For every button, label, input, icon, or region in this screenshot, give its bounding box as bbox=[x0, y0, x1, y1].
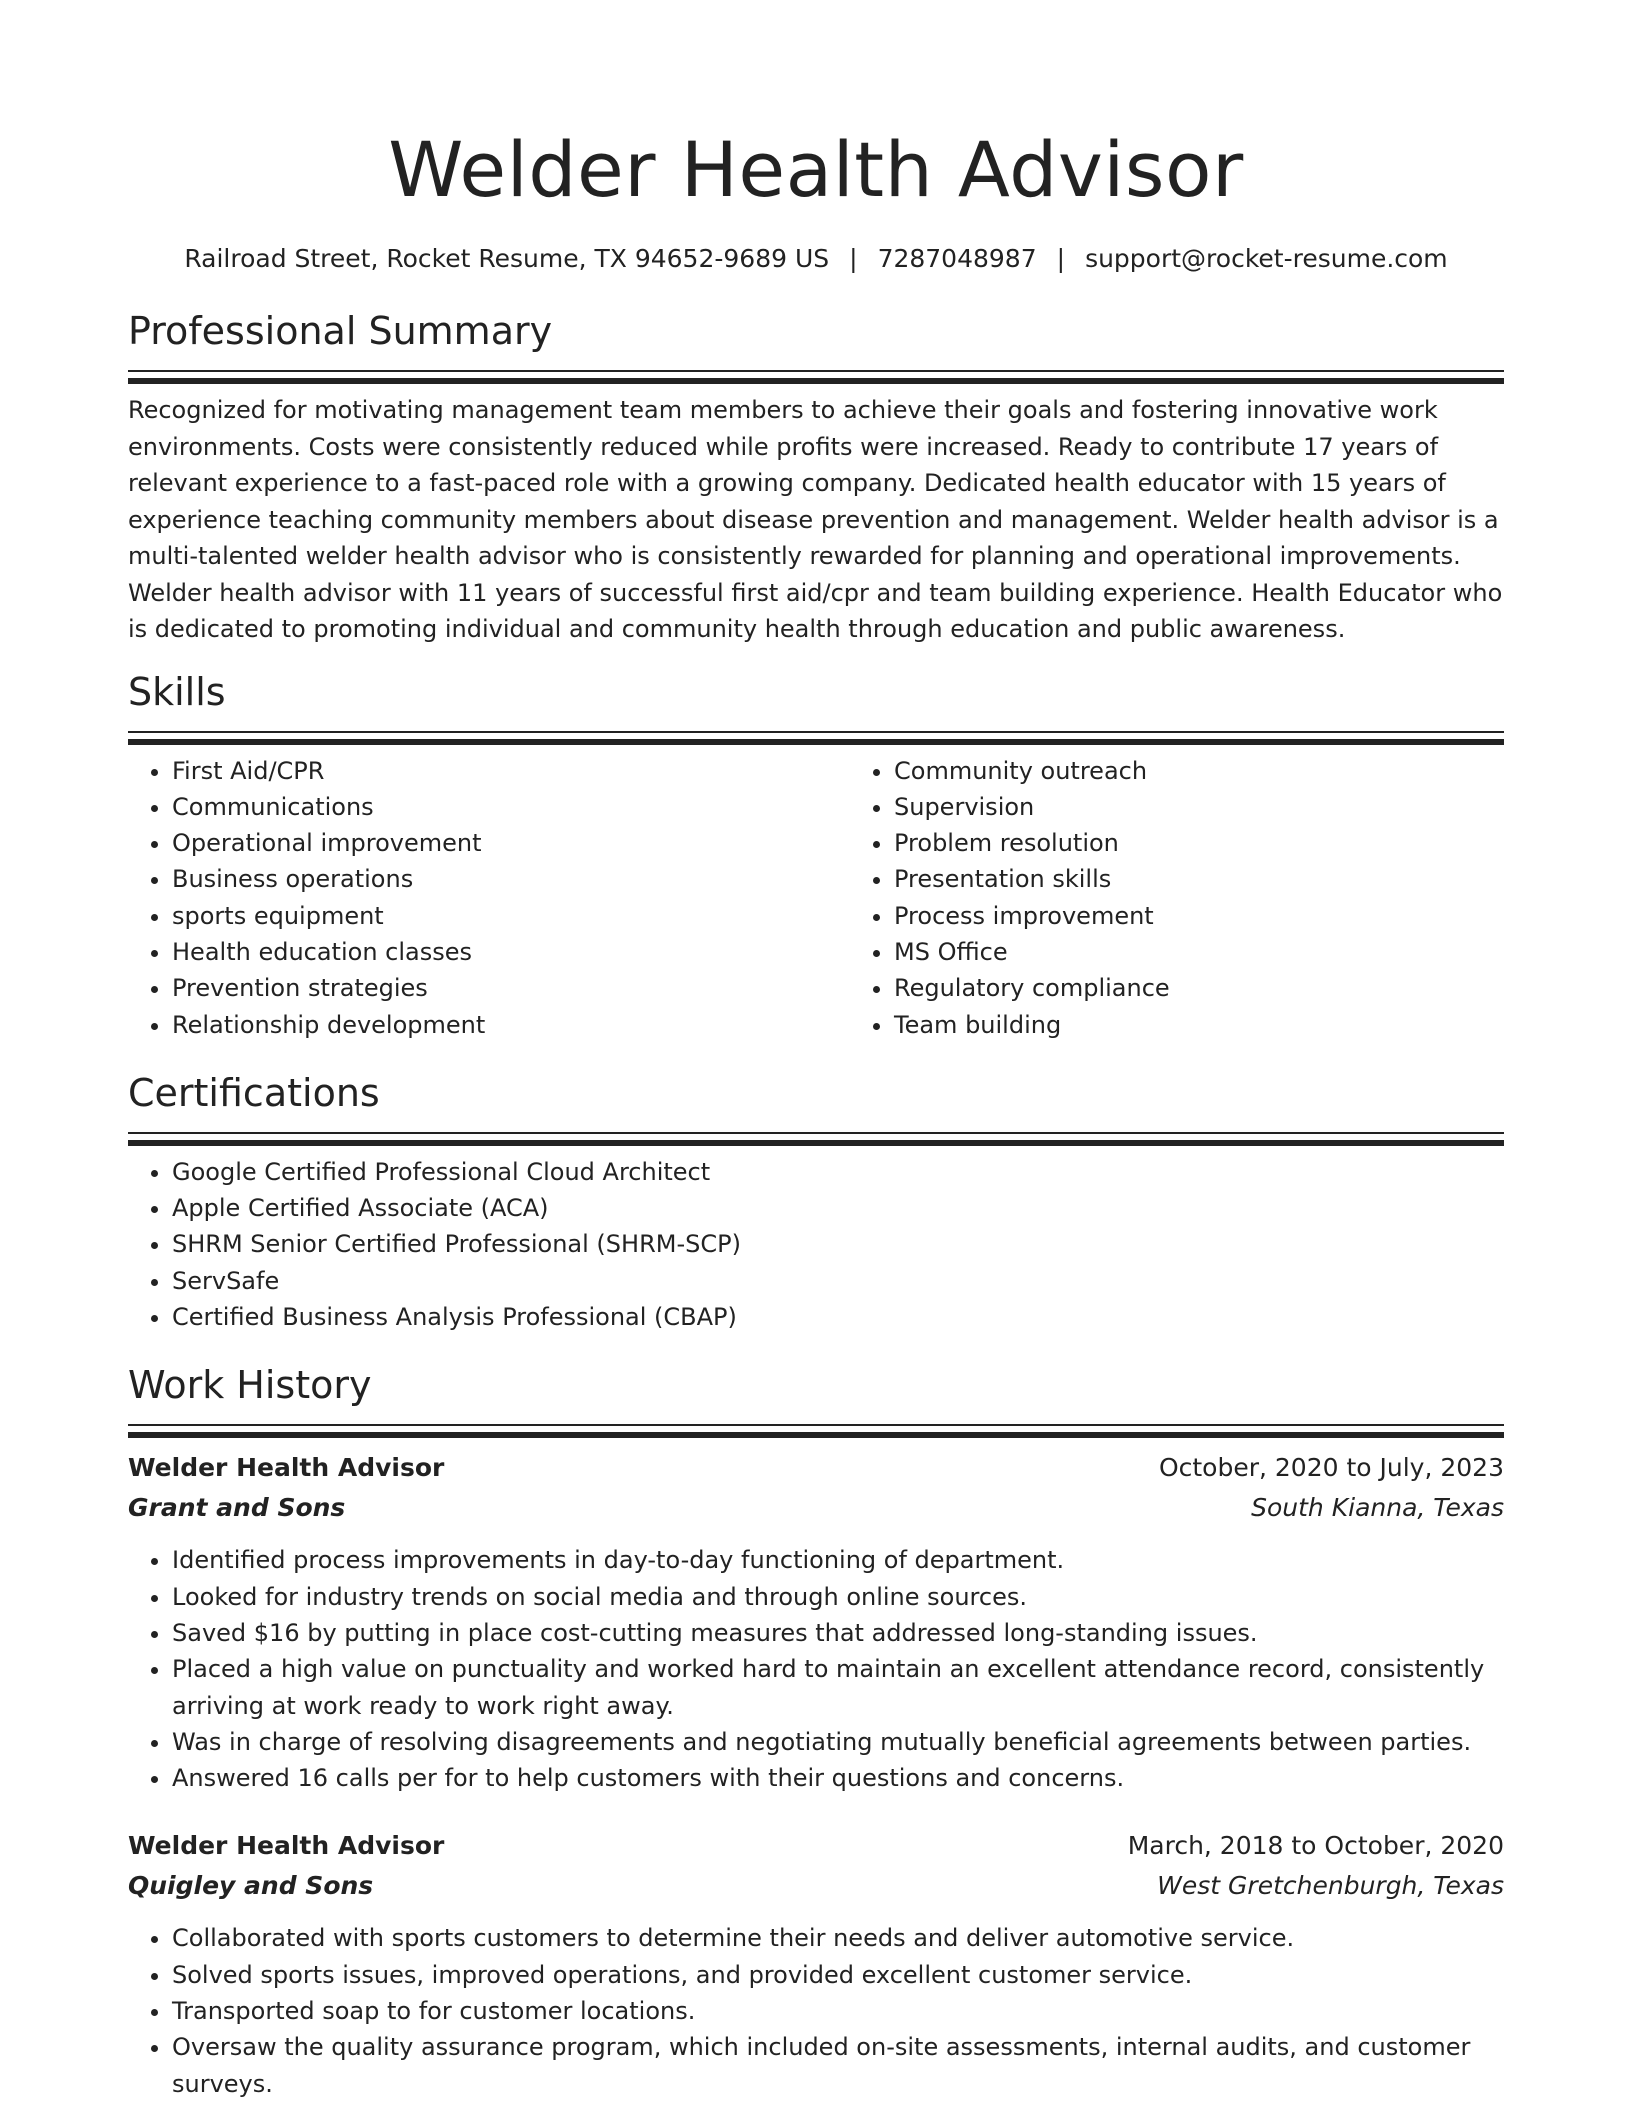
section-divider bbox=[128, 370, 1504, 382]
job-header-row bbox=[128, 1826, 1504, 1866]
skill-item: • Relationship development bbox=[172, 1007, 850, 1043]
job-title: Welder Health Advisor bbox=[128, 1831, 445, 1861]
skill-item: • Business operations bbox=[172, 861, 850, 897]
skills-list-right bbox=[850, 753, 1572, 1043]
job-header-row bbox=[128, 1448, 1504, 1488]
certification-item: • Apple Certified Associate (ACA) bbox=[172, 1190, 1504, 1226]
skill-item: • Regulatory compliance bbox=[894, 970, 1572, 1006]
skill-item: • sports equipment bbox=[172, 898, 850, 934]
certification-item: • SHRM Senior Certified Professional (SHRM-SCP) bbox=[172, 1226, 1504, 1262]
certification-item: • Google Certified Professional Cloud Architect bbox=[172, 1154, 1504, 1190]
certification-item: • Certified Business Analysis Professional (CBAP) bbox=[172, 1299, 1504, 1335]
job-duty: • Placed a high value on punctuality and worked hard to maintain an excellent attendance record, consistently arriving at work ready to work right away. bbox=[172, 1651, 1504, 1724]
job-duty: • Transported soap to for customer locations. bbox=[172, 1993, 1504, 2029]
skill-item: • First Aid/CPR bbox=[172, 753, 850, 789]
job-dates: March, 2018 to October, 2020 bbox=[1127, 1831, 1504, 1861]
contact-separator: | bbox=[849, 244, 858, 273]
job-duty: • Was in charge of resolving disagreements and negotiating mutually beneficial agreements between parties. bbox=[172, 1724, 1504, 1760]
section-divider bbox=[128, 731, 1504, 743]
certification-item: • ServSafe bbox=[172, 1263, 1504, 1299]
work-history-section bbox=[128, 1360, 1504, 2102]
skill-item: • Process improvement bbox=[894, 898, 1572, 934]
contact-phone: 7287048987 bbox=[877, 244, 1037, 273]
job-duty: • Oversaw the quality assurance program, which included on-site assessments, internal audits, and customer surveys. bbox=[172, 2029, 1504, 2102]
job-duties-list bbox=[128, 1542, 1504, 1796]
skills-list-left bbox=[128, 753, 850, 1043]
certifications-list bbox=[128, 1154, 1504, 1335]
skill-item: • Prevention strategies bbox=[172, 970, 850, 1006]
summary-section bbox=[128, 306, 1504, 648]
contact-separator: | bbox=[1056, 244, 1066, 273]
contact-email: support@rocket-resume.com bbox=[1085, 244, 1448, 273]
job-title: Welder Health Advisor bbox=[128, 1453, 445, 1483]
job-company-row bbox=[128, 1488, 1504, 1528]
certifications-section bbox=[128, 1068, 1504, 1335]
job-duty: • Saved $16 by putting in place cost-cutting measures that addressed long-standing issues. bbox=[172, 1615, 1504, 1651]
job-duty: • Identified process improvements in day-to-day functioning of department. bbox=[172, 1542, 1504, 1578]
job-duties-list bbox=[128, 1920, 1504, 2101]
job-location: South Kianna, Texas bbox=[1251, 1493, 1504, 1523]
summary-text: Recognized for motivating management team members to achieve their goals and fostering innovative work environments. Costs were consistently reduced while profits were increased. Ready to contribute 17 years of relevant experience to a fast-paced role with a growing company. Dedicated health educator with 15 years of experience teaching community members about disease prevention and management. Welder health advisor is a multi-talented welder health advisor who is consistently rewarded for planning and operational improvements. Welder health advisor with 11 years of successful first aid/cpr and team building experience. Health Educator who is dedicated to promoting individual and community health through education and public awareness. bbox=[128, 396, 1503, 643]
section-title-certifications: Certifications bbox=[128, 1070, 380, 1115]
skill-item: • Problem resolution bbox=[894, 825, 1572, 861]
contact-line bbox=[128, 242, 1504, 276]
skill-item: • Community outreach bbox=[894, 753, 1572, 789]
skill-item: • Supervision bbox=[894, 789, 1572, 825]
skill-item: • Presentation skills bbox=[894, 861, 1572, 897]
section-title-summary: Professional Summary bbox=[128, 309, 553, 353]
job-dates: October, 2020 to July, 2023 bbox=[1158, 1453, 1504, 1483]
skill-item: • Operational improvement bbox=[172, 825, 850, 861]
job-company: Quigley and Sons bbox=[128, 1871, 374, 1901]
skill-item: • Communications bbox=[172, 789, 850, 825]
skills-section bbox=[128, 667, 1504, 1043]
candidate-name: Welder Health Advisor bbox=[388, 125, 1244, 214]
job-duty: • Looked for industry trends on social media and through online sources. bbox=[172, 1579, 1504, 1615]
job-company: Grant and Sons bbox=[128, 1493, 346, 1523]
section-divider bbox=[128, 1132, 1504, 1144]
skill-item: • MS Office bbox=[894, 934, 1572, 970]
section-title-work-history: Work History bbox=[128, 1363, 372, 1408]
section-divider bbox=[128, 1424, 1504, 1436]
job-entry bbox=[128, 1826, 1504, 2101]
skill-item: • Health education classes bbox=[172, 934, 850, 970]
section-title-skills: Skills bbox=[128, 669, 226, 714]
job-entry bbox=[128, 1448, 1504, 1796]
contact-address: Railroad Street, Rocket Resume, TX 94652-9689 US bbox=[184, 244, 830, 273]
skill-item: • Team building bbox=[894, 1007, 1572, 1043]
job-company-row bbox=[128, 1866, 1504, 1906]
skills-grid bbox=[128, 753, 1504, 1043]
job-duty: • Collaborated with sports customers to determine their needs and deliver automotive service. bbox=[172, 1920, 1504, 1956]
job-duty: • Answered 16 calls per for to help customers with their questions and concerns. bbox=[172, 1760, 1504, 1796]
resume-page bbox=[128, 0, 1504, 2102]
job-duty: • Solved sports issues, improved operations, and provided excellent customer service. bbox=[172, 1957, 1504, 1993]
job-location: West Gretchenburgh, Texas bbox=[1157, 1871, 1504, 1901]
